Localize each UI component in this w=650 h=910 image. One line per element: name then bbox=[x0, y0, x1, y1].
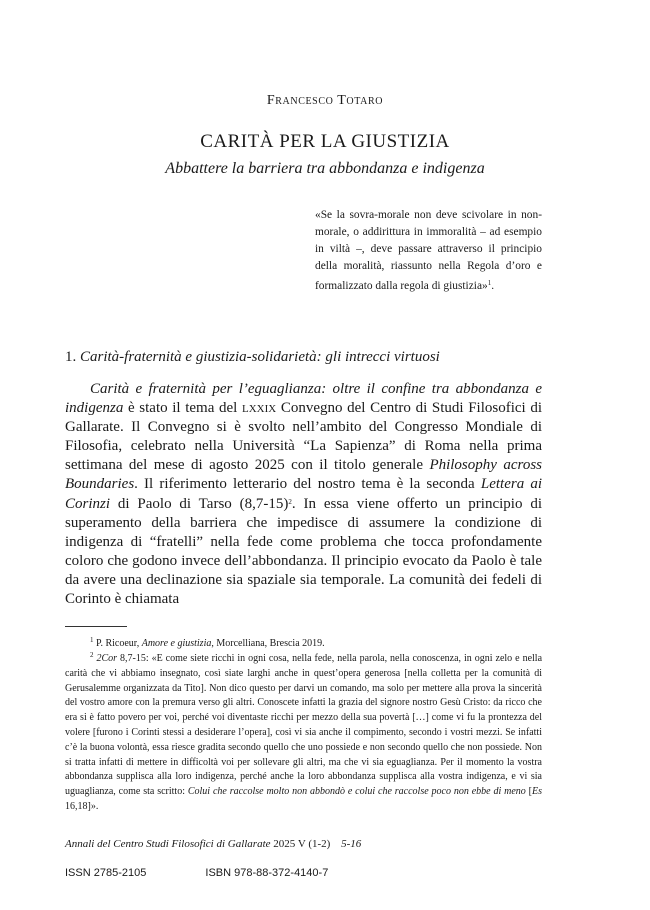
isbn: ISBN 978-88-372-4140-7 bbox=[205, 867, 329, 879]
footnote-2-quote: Colui che raccolse molto non abbondò e colui che raccolse poco non ebbe di meno bbox=[187, 786, 526, 798]
epigraph bbox=[315, 207, 542, 295]
epigraph-period: . bbox=[491, 280, 495, 293]
footnote-2-mark: 2 bbox=[90, 651, 94, 659]
footnote-1-text-a: P. Ricoeur, bbox=[93, 638, 142, 649]
footnote-1-book-title: Amore e giustizia bbox=[141, 638, 212, 649]
section-heading bbox=[65, 349, 565, 366]
body-text-5: . In essa viene offerto un principio di superamento della barriera che impedisce di assumere la condizione di indigenza di “fratelli” nella fede come problema che tocca profondamente coloro che godono invece dell’abbondanza. Il principio evocato da Paolo è tale da avere una declinazione sia spaziale sia temporale. La comunità dei fedeli di Corinto è chiamata bbox=[65, 496, 542, 607]
identifiers-line bbox=[65, 867, 328, 879]
section-title: Carità-fraternità e giustizia-solidarietà: gli intrecci virtuosi bbox=[80, 349, 440, 365]
footnote-2 bbox=[65, 648, 542, 815]
body-text-3: . Il riferimento letterario del nostro tema è la seconda bbox=[134, 475, 481, 492]
journal-name: Annali del Centro Studi Filosofici di Gallarate bbox=[65, 838, 271, 850]
epigraph-note-ref[interactable]: 1 bbox=[487, 279, 492, 288]
body-paragraph bbox=[65, 380, 542, 609]
journal-pages: 5-16 bbox=[341, 838, 362, 850]
section-number: 1. bbox=[65, 349, 77, 365]
article-author: Francesco Totaro bbox=[266, 93, 384, 108]
roman-numeral: lxxix bbox=[241, 399, 277, 416]
footnote-rule bbox=[65, 626, 127, 627]
footnote-1-text-b: , Morcelliana, Brescia 2019. bbox=[211, 638, 325, 649]
article-subtitle: Abbattere la barriera tra abbondanza e indigenza bbox=[165, 160, 485, 177]
letter-title: Lettera ai Corinzi bbox=[65, 475, 542, 513]
body-text-1: è stato il tema del bbox=[123, 399, 242, 416]
footnote-2-ref: 2Cor bbox=[96, 653, 118, 664]
footnote-2-ref-close: 16,18]». bbox=[65, 800, 99, 812]
footnote-2-ref-open: [ bbox=[525, 786, 532, 798]
body-text-4: di Paolo di Tarso (8,7-15) bbox=[110, 496, 289, 513]
article-title: CARITÀ PER LA GIUSTIZIA bbox=[200, 131, 450, 152]
conference-title: Carità e fraternità per l’eguaglianza: oltre il confine tra abbondanza e indigenza bbox=[65, 381, 542, 416]
journal-volume: 2025 V (1-2) bbox=[273, 838, 331, 850]
footnote-1-mark: 1 bbox=[90, 636, 94, 644]
journal-line bbox=[65, 838, 361, 850]
footnote-2-text: 8,7-15: «E come siete ricchi in ogni cosa, nella fede, nella parola, nella conoscenza, in ogni zelo e nella carità che vi abbiamo insegnato, così siate larghi anche in quest’opera generosa [nella colletta per la comunità di Gerusalemme organizzata da Tito]. Non dico questo per darvi un comando, ma solo per mettere alla prova la sincerità del vostro amore con la premura verso gli altri. Conoscete infatti la grazia del signore nostro Gesù Cristo: da ricco che era si è fatto povero per voi, perché voi diventaste ricchi per mezzo della sua povertà […] come vi fu la prontezza del volere [furono i Corinti stessi a desiderare l’opera], così vi sia anche il compimento, secondo i vostri mezzi. Se infatti c’è la buona volontà, essa riesce gradita secondo quello che uno possiede e non secondo quello che non possiede. Non si tratta infatti di mettere in difficoltà voi per sollevare gli altri, ma che vi sia eguaglianza. Per il momento la vostra abbondanza supplisca alla loro indigenza, perché anche la loro abbondanza supplisca alla vostra indigenza, e vi sia uguaglianza, come sta scritto: bbox=[65, 653, 543, 798]
body-text-2: Convegno del Centro di Studi Filosofici di Gallarate. Il Convegno si è svolto nell’ambito del Congresso Mondiale di Filosofia, celebrato nella Università “La Sapienza” di Roma nella prima settimana del mese di agosto 2025 con il titolo generale bbox=[65, 399, 542, 473]
congress-title: Philosophy across Boundaries bbox=[65, 456, 542, 492]
issn: ISSN 2785-2105 bbox=[65, 867, 147, 879]
epigraph-text: «Se la sovra-morale non deve scivolare in non-morale, o addirittura in immoralità – ad esempio in viltà –, deve passare attraverso il principio della moralità, riassunto nella Regola d’oro e formalizzato dalla regola di giustizia» bbox=[315, 209, 542, 293]
footnote-2-ref-book: Es bbox=[532, 786, 542, 798]
footnote-ref-2[interactable]: 2 bbox=[288, 498, 292, 507]
